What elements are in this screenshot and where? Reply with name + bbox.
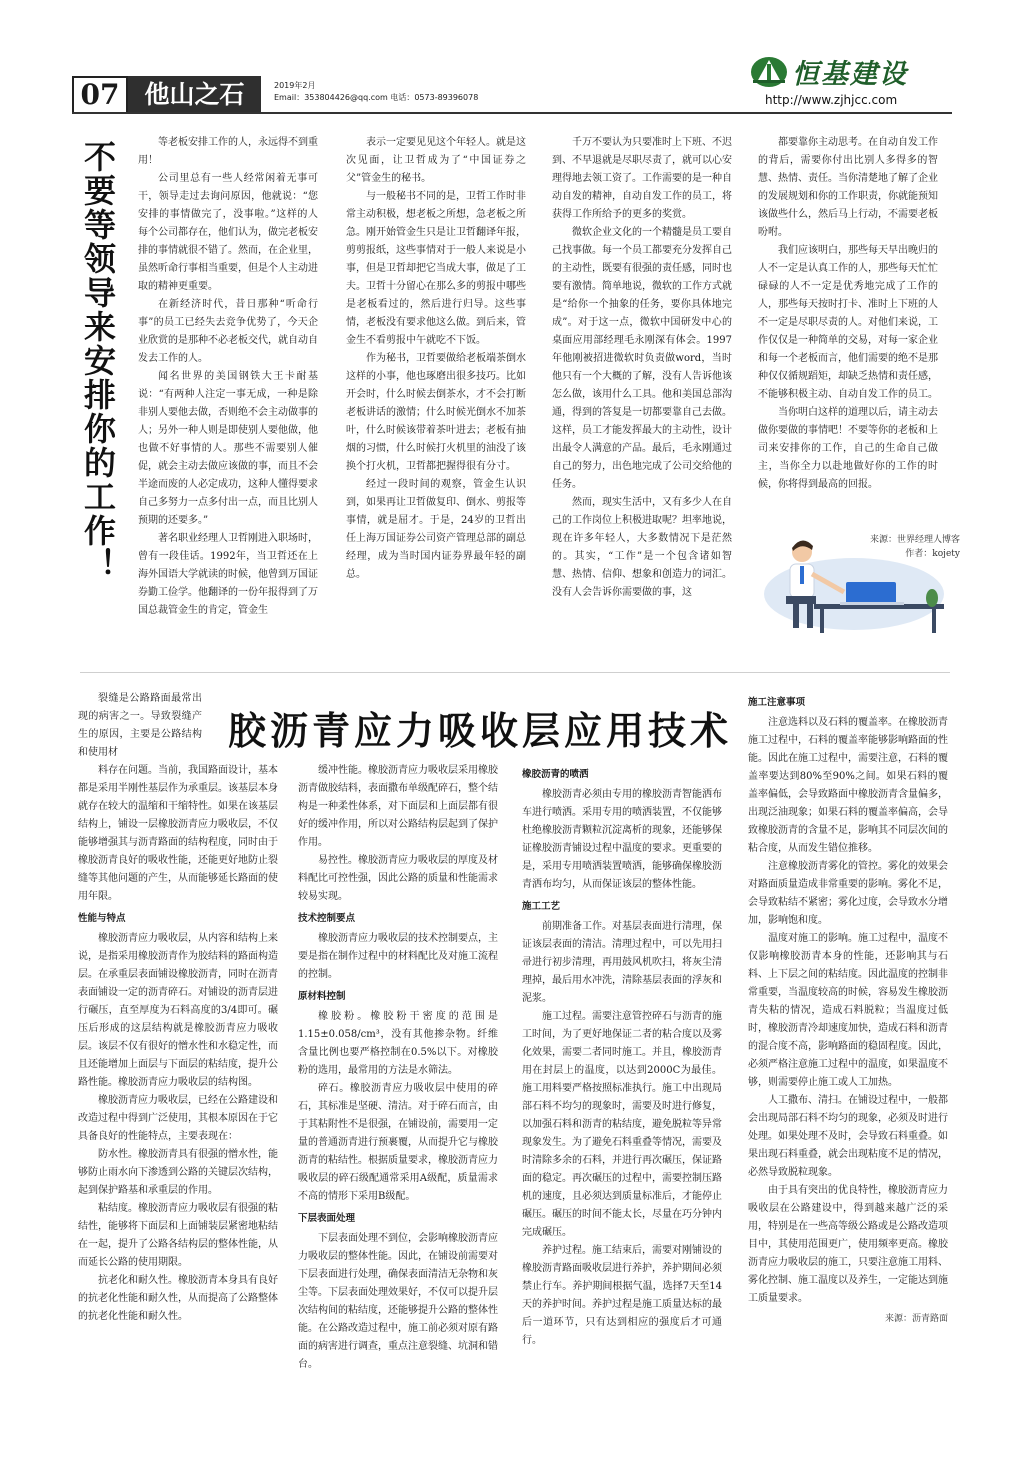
article2-intro: 裂缝是公路路面最常出现的病害之一。导致裂缝产生的原因，主要是公路结构和使用材 — [78, 693, 202, 758]
contact-info: Email：353804426@qq.com 电话：0573-89396078 — [274, 93, 479, 102]
paragraph: 碎石。橡胶沥青应力吸收层中使用的碎石，其标准是坚硬、清洁。对于碎石而言，由于其粘附性不是很强，在铺设前，需要用一定量的普通沥青进行预裹覆，从而提升它与橡胶沥青的粘结性。根据质量要求，橡胶沥青应力吸收层的碎石级配通常采用A级配，质量需求不高的情形下采用B级配。 — [298, 1083, 498, 1202]
paragraph: 等老板安排工作的人，永远得不到重用！ — [138, 137, 318, 166]
paragraph: 作为秘书，卫哲要做给老板端茶倒水这样的小事，他也琢磨出很多技巧。比如开会时，什么时候去倒茶水，才不会打断老板讲话的激情；什么时候光倒水不加茶叶，什么时候该带着茶叶进去；老板有抽烟的习惯，什么时候打火机里的油没了该换个打火机，卫哲都把握得很有分寸。 — [346, 353, 526, 472]
paragraph: 公司里总有一些人经常闲着无事可干，领导走过去询问原因，他就说：“您安排的事情做完了，没事啦。”这样的人每个公司都存在，他们认为，做完老板安排的事情就很不错了。然而，在企业里，虽然听命行事相当重要，但是个人主动进取的精神更重要。 — [138, 173, 318, 292]
article2-source: 来源：沥青路面 — [884, 1314, 948, 1324]
article1-source — [800, 533, 960, 561]
paragraph: 微软企业文化的一个精髓是员工要自己找事做。每一个员工都要充分发挥自己的主动性，既要有很强的责任感，同时也要有激情。简单地说，微软的工作方式就是“给你一个抽象的任务，要你具体地完成”。对于这一点，微软中国研发中心的桌面应用部经理毛永刚深有体会。1997年他刚被招进微软时负责做word，当时他只有一个大概的了解，没有人告诉他该怎么做，该用什么工具。他和美国总部沟通，得到的答复是一切都要靠自己去做。这样，员工才能发挥最大的主动性，设计出最令人满意的产品。最后，毛永刚通过自己的努力，出色地完成了公司交给他的任务。 — [552, 227, 732, 490]
subheading: 施工工艺 — [522, 901, 561, 912]
paragraph: 下层表面处理不到位，会影响橡胶沥青应力吸收层的整体性能。因此，在铺设前需要对下层表面进行处理，确保表面清洁无杂物和灰尘等。下层表面处理效果好，不仅可以提升层次结构间的粘结度，还能够提升公路的整体性能。在公路改造过程中，施工前必须对原有路面的病害进行调查，重点注意裂缝、坑洞和错台。 — [298, 1233, 498, 1370]
paragraph: 千万不要认为只要准时上下班、不迟到、不早退就是尽职尽责了，就可以心安理得地去领工资了。工作需要的是一种自动自发的精神，自动自发工作的员工，将获得工作所给予的更多的奖赏。 — [552, 137, 732, 220]
paragraph: 施工过程。需要注意管控碎石与沥青的施工时间，为了更好地保证二者的粘合度以及雾化效果，需要二者同时施工。并且，橡胶沥青用在封层上的温度，以达到2000C为最佳。施工用料要严格按照标准执行。施工中出现局部石料不均匀的现象时，需要及时进行修复，以加强石料和沥青的粘结度，避免脱粒等异常现象发生。为了避免石料重叠等情况，需要及时清除多余的石料，并进行再次碾压，保证路面的稳定。再次碾压的过程中，需要控制压路机的速度，且必须达到质量标准后，才能停止碾压。碾压的时间不能太长，尽量在巧分钟内完成碾压。 — [522, 1011, 722, 1238]
logo-icon — [750, 52, 788, 90]
paragraph: 我们应该明白，那些每天早出晚归的人不一定是认真工作的人，那些每天忙忙碌碌的人不一定是优秀地完成了工作的人，那些每天按时打卡、准时上下班的人不一定是尽职尽责的人。对他们来说，工作仅仅是一种简单的交易，对每一家企业和每一个老板而言，他们需要的绝不是那种仅仅循规蹈矩，却缺乏热情和责任感，不能够积极主动、自动自发工作的员工。 — [758, 245, 938, 400]
paragraph: 人工撒布、清扫。在铺设过程中，一般都会出现局部石料不均匀的现象，必须及时进行处理。如果处理不及时，会导致石料重叠。如果出现石料重叠，就会出现粘度不足的情况，必然导致脱粒现象。 — [748, 1095, 948, 1178]
article2-col4 — [748, 690, 948, 1328]
article2-col1 — [78, 762, 278, 1326]
logo-text: 恒基建设 — [792, 59, 908, 90]
paragraph: 橡胶沥青应力吸收层，从内容和结构上来说，是指采用橡胶沥青作为胶结料的路面构造层。在承重层表面铺设橡胶沥青，同时在沥青表面铺设一定的沥青碎石。对铺设的沥青层进行碾压，直至厚度为石料高度的3/4即可。碾压后形成的这层结构就是橡胶沥青应力吸收层。该层不仅有很好的憎水性和水稳定性，而且还能增加上面层与下面层的粘结度，提升公路性能。橡胶沥青应力吸收层的结构图。 — [78, 933, 278, 1088]
section-divider — [80, 672, 950, 673]
subheading: 下层表面处理 — [298, 1213, 356, 1224]
paragraph: 当你明白这样的道理以后，请主动去做你要做的事情吧！不要等你的老板和上司来安排你的工作，自己的生命自己做主，当你全力以赴地做好你的工作的时候，你将得到最高的回报。 — [758, 407, 938, 490]
paragraph: 橡胶沥青必须由专用的橡胶沥青智能洒布车进行喷洒。采用专用的喷洒装置，不仅能够杜绝橡胶沥青颗粒沉淀离析的现象，还能够保证橡胶沥青铺设过程中温度的要求。更重要的是，采用专用喷洒装置喷洒，能够确保橡胶沥青洒布均匀，从而保证该层的整体性能。 — [522, 789, 722, 890]
author-text: 作者：kojety — [905, 549, 960, 559]
article1-col2 — [346, 134, 526, 640]
paragraph: 注意橡胶沥青雾化的管控。雾化的效果会对路面质量造成非常重要的影响。雾化不足，会导致粘结不紧密；雾化过度，会导致水分增加，影响饱和度。 — [748, 861, 948, 926]
paragraph: 然而，现实生活中，又有多少人在自己的工作岗位上积极进取呢？坦率地说，现在许多年轻人，大多数情况下是茫然的。其实，“工作”是一个包含诸如智慧、热情、信仰、想象和创造力的词汇。没有人会告诉你需要做的事，这 — [552, 497, 732, 598]
article2-col3 — [522, 762, 722, 1350]
article1-title: 不要等领导来安排你的工作！ — [79, 140, 117, 582]
paragraph: 粘结度。橡胶沥青应力吸收层有很强的粘结性，能够将下面层和上面铺装层紧密地粘结在一起，提升了公路各结构层的整体性能，从而延长公路的使用期限。 — [78, 1203, 278, 1268]
paragraph: 防水性。橡胶沥青具有很强的憎水性，能够防止雨水向下渗透到公路的关键层次结构，起到保护路基和承重层的作用。 — [78, 1149, 278, 1196]
source-text: 来源：世界经理人博客 — [869, 535, 960, 545]
paragraph: 前期准备工作。对基层表面进行清理，保证该层表面的清洁。清理过程中，可以先用扫帚进行初步清理，再用鼓风机吹扫，将灰尘清理掉，最后用水冲洗，清除基层表面的浮灰和泥浆。 — [522, 921, 722, 1004]
paragraph: 著名职业经理人卫哲刚进入职场时，曾有一段佳话。1992年，当卫哲还在上海外国语大学就读的时候，他曾到万国证券勤工俭学。他翻译的一份年报得到了万国总裁管金生的肯定，管金生 — [138, 533, 318, 616]
paragraph: 都要靠你主动思考。在自动自发工作的背后，需要你付出比别人多得多的智慧、热情、责任。当你清楚地了解了企业的发展规划和你的工作职责，你就能预知该做些什么，然后马上行动，不需要老板吩咐。 — [758, 137, 938, 238]
paragraph: 表示一定要见见这个年轻人。就是这次见面，让卫哲成为了“中国证券之父”管金生的秘书。 — [346, 137, 526, 184]
paragraph: 养护过程。施工结束后，需要对刚铺设的橡胶沥青路面吸收层进行养护，养护期间必须禁止行车。养护期间根据气温，选择7天至14天的养护时间。养护过程是施工质量达标的最后一道环节，只有达到相应的强度后才可通行。 — [522, 1245, 722, 1346]
article1-col3 — [552, 134, 732, 640]
paragraph: 温度对施工的影响。施工过程中，温度不仅影响橡胶沥青本身的性能，还影响其与石料、上下层之间的粘结度。因此温度的控制非常重要，当温度较高的时候，容易发生橡胶沥青失粘的情况，造成石料脱粒；当温度过低时，橡胶沥青冷却速度加快，造成石料和沥青的混合度不高，影响路面的稳固程度。因此，必须严格注意施工过程中的温度，如果温度不够，则需要停止施工或人工加热。 — [748, 933, 948, 1088]
article1-col4 — [758, 134, 938, 524]
paragraph: 注意选料以及石料的覆盖率。在橡胶沥青施工过程中，石料的覆盖率能够影响路面的性能。因此在施工过程中，需要注意，石料的覆盖率要达到80%至90%之间。如果石料的覆盖率偏低，会导致路面中橡胶沥青含量偏多，出现泛油现象；如果石料的覆盖率偏高，会导致橡胶沥青的含量不足，影响其不同层次间的粘合度，从而发生错位推移。 — [748, 717, 948, 854]
paragraph: 橡胶沥青应力吸收层的技术控制要点，主要是指在制作过程中的材料配比及对施工流程的控制。 — [298, 933, 498, 980]
subheading: 原材料控制 — [298, 991, 346, 1002]
page-number: 07 — [72, 76, 128, 114]
paragraph: 缓冲性能。橡胶沥青应力吸收层采用橡胶沥青做胶结料，表面撒布单级配碎石，整个结构是一种柔性体系，对下面层和上面层都有很好的缓冲作用，所以对公路结构层起到了保护作用。 — [298, 765, 498, 848]
paragraph: 经过一段时间的观察，管金生认识到，如果再让卫哲做复印、倒水、剪报等事情，就是屈才。于是，24岁的卫哲出任上海万国证券公司资产管理总部的副总经理，成为当时国内证券界最年轻的副总。 — [346, 479, 526, 580]
article2-col2 — [298, 762, 498, 1374]
paragraph: 橡胶粉。橡胶粉干密度的范围是1.15±0.058/cm³，没有其他掺杂物。纤维含量比例也要严格控制在0.5%以下。对橡胶粉的选用，最常用的方法是水筛法。 — [298, 1011, 498, 1076]
header-rule — [72, 112, 952, 114]
paragraph: 易控性。橡胶沥青应力吸收层的厚度及材料配比可控性强，因此公路的质量和性能需求较易实现。 — [298, 855, 498, 902]
subheading: 施工注意事项 — [748, 697, 806, 708]
paragraph: 闻名世界的美国钢铁大王卡耐基说：“有两种人注定一事无成，一种是除非别人要他去做，否则绝不会主动做事的人；另外一种人则是即使别人要他做，他也做不好事情的人。那些不需要别人催促，就会主动去做应该做的事，而且不会半途而废的人必定成功，这种人懂得要求自己多努力一点多付出一点，而且比别人预期的还要多。” — [138, 371, 318, 526]
issue-meta — [274, 80, 478, 104]
subheading: 性能与特点 — [78, 913, 126, 924]
subheading: 技术控制要点 — [298, 913, 356, 924]
paragraph: 料存在问题。当前，我国路面设计，基本都是采用半刚性基层作为承重层。该基层本身就存在较大的温缩和干缩特性。如果在该基层结构上，铺设一层橡胶沥青应力吸收层，不仅能够增强其与沥青路面的结构程度，同时由于橡胶沥青良好的吸收性能，还能更好地防止裂缝等其他问题的产生，从而能够延长路面的使用年限。 — [78, 765, 278, 902]
paragraph: 橡胶沥青应力吸收层，已经在公路建设和改造过程中得到广泛使用，其根本原因在于它具备良好的性能特点，主要表现在： — [78, 1095, 278, 1142]
paragraph: 在新经济时代，昔日那种“听命行事”的员工已经失去竞争优势了，今天企业欣赏的是那种不必老板交代，就自动自发去工作的人。 — [138, 299, 318, 364]
article1-col1 — [138, 134, 318, 640]
issue-date: 2019年2月 — [274, 81, 316, 90]
paragraph: 抗老化和耐久性。橡胶沥青本身具有良好的抗老化性能和耐久性，从而提高了公路整体的抗老化性能和耐久性。 — [78, 1275, 278, 1322]
paragraph: 由于具有突出的优良特性，橡胶沥青应力吸收层在公路建设中，得到越来越广泛的采用，特别是在一些高等级公路或是公路改造项目中，其使用范围更广，使用频率更高。橡胶沥青应力吸收层的施工，只要注意施工用料、雾化控制、施工温度以及养生，一定能达到施工质量要求。 — [748, 1185, 948, 1304]
paragraph: 与一般秘书不同的是，卫哲工作时非常主动积极，想老板之所想，急老板之所急。刚开始管金生只是让卫哲翻译年报，剪剪报纸，这些事情对于一般人来说是小事，但是卫哲却把它当成大事，做足了工夫。卫哲十分留心在那么多的剪报中哪些是老板看过的，然后进行归导。这些事情，老板没有要求他这么做。到后来，管金生不看剪报中午就吃不下饭。 — [346, 191, 526, 346]
subheading: 橡胶沥青的喷洒 — [522, 769, 589, 780]
section-title: 他山之石 — [128, 76, 261, 114]
logo-url[interactable]: http://www.zjhjcc.com — [765, 93, 898, 107]
article2-title: 胶沥青应力吸收层应用技术 — [228, 708, 733, 753]
